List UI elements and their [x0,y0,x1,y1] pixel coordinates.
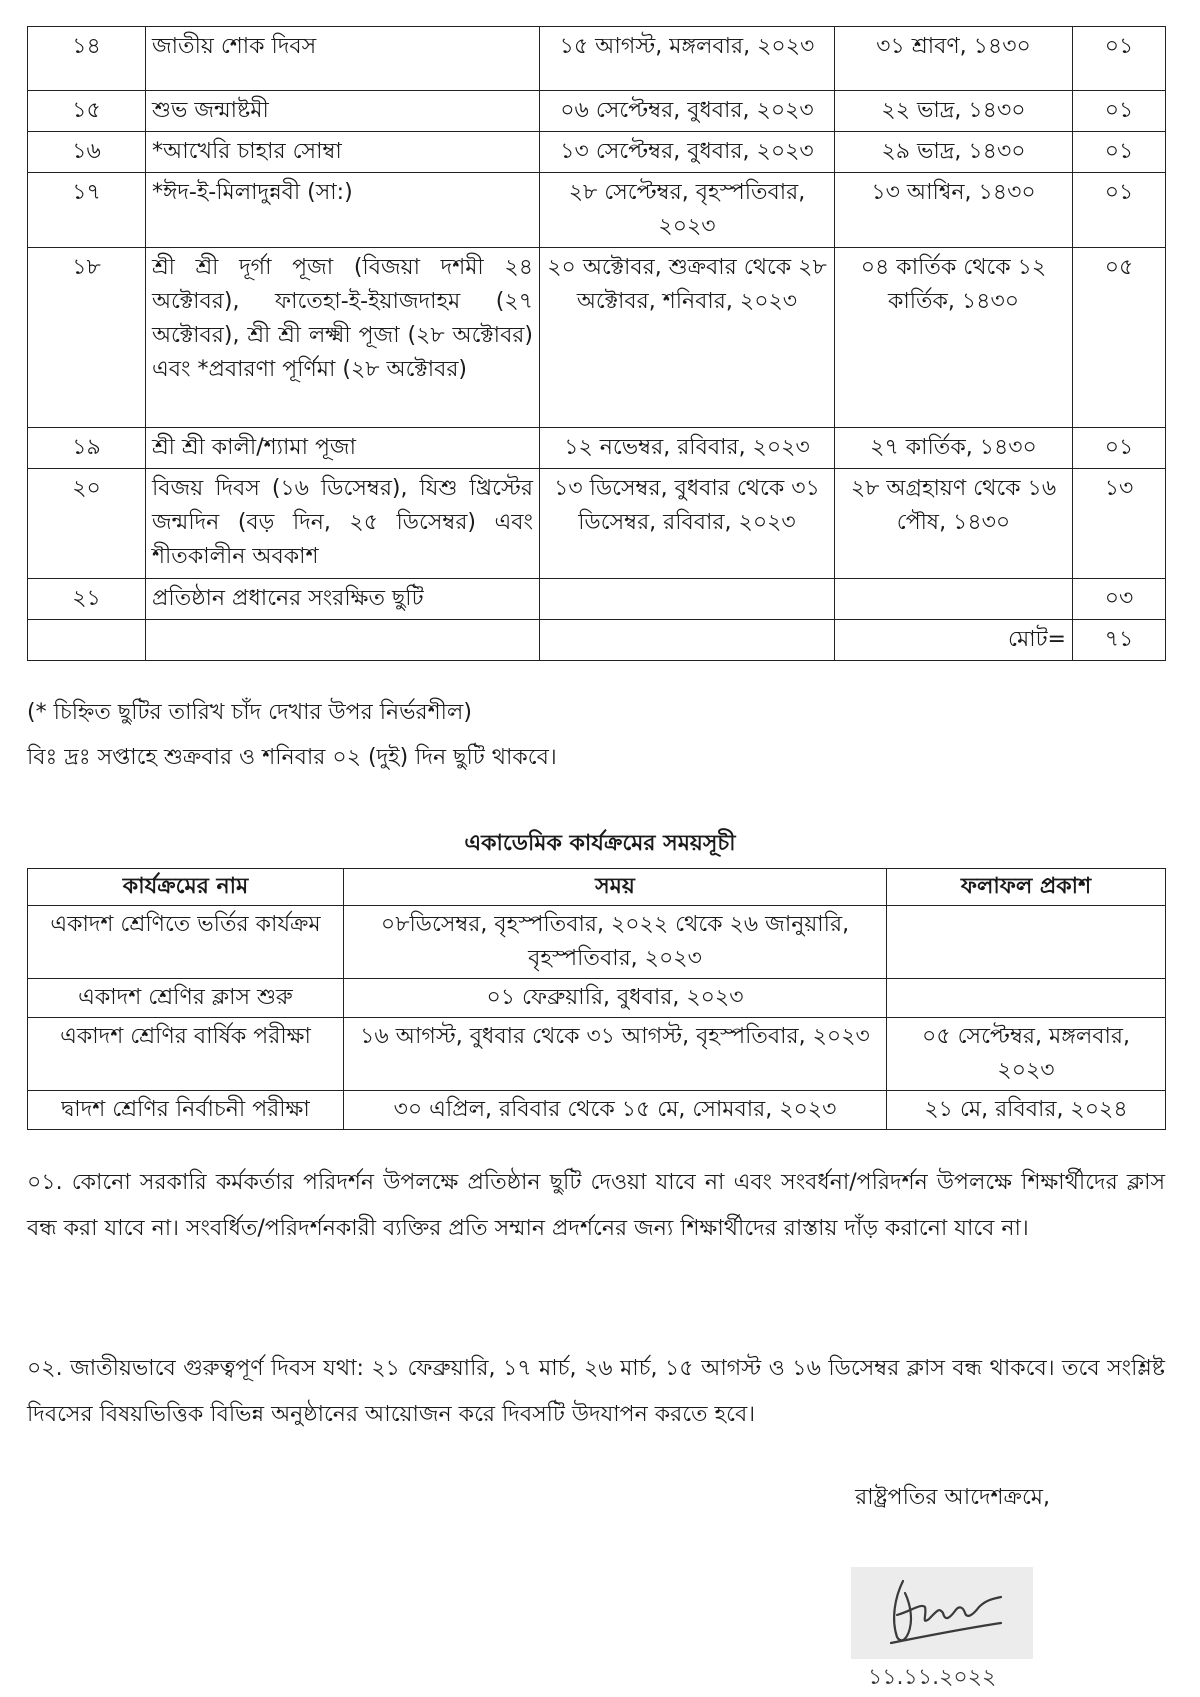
activity-result-cell: ২১ মে, রবিবার, ২০২৪ [887,1091,1166,1130]
activity-time-cell: ০৮ডিসেম্বর, বৃহস্পতিবার, ২০২২ থেকে ২৬ জানুয়ারি, বৃহস্পতিবার, ২০২৩ [344,906,887,979]
activity-result-cell: ০৫ সেপ্টেম্বর, মঙ্গলবার, ২০২৩ [887,1018,1166,1091]
table-row [28,428,1166,469]
activity-time-cell: ১৬ আগস্ট, বুধবার থেকে ৩১ আগস্ট, বৃহস্পতিবার, ২০২৩ [344,1018,887,1091]
days-cell: ০১ [1073,27,1166,91]
serial-cell: ১৬ [28,132,146,173]
date-cell [540,579,835,620]
holiday-name-cell: শ্রী শ্রী দূর্গা পূজা (বিজয়া দশমী ২৪ অক্টোবর), ফাতেহা-ই-ইয়াজদাহম (২৭ অক্টোবর), শ্রী শ্রী লক্ষ্মী পূজা (২৮ অক্টোবর) এবং *প্রবারণা পূর্ণিমা (২৮ অক্টোবর) [146,248,540,428]
date-cell: ২৮ সেপ্টেম্বর, বৃহস্পতিবার, ২০২৩ [540,173,835,248]
activity-result-cell [887,979,1166,1018]
serial-cell: ১৭ [28,173,146,248]
date-cell: ১২ নভেম্বর, রবিবার, ২০২৩ [540,428,835,469]
serial-cell: ১৪ [28,27,146,91]
total-row [28,620,1166,661]
holiday-name-cell: প্রতিষ্ঠান প্রধানের সংরক্ষিত ছুটি [146,579,540,620]
holiday-name-cell: বিজয় দিবস (১৬ ডিসেম্বর), যিশু খ্রিস্টের জন্মদিন (বড় দিন, ২৫ ডিসেম্বর) এবং শীতকালীন অবকাশ [146,469,540,579]
days-cell: ০৫ [1073,248,1166,428]
bangla-date-cell: ১৩ আশ্বিন, ১৪৩০ [835,173,1073,248]
holiday-table [27,26,1166,661]
table-row [28,469,1166,579]
empty-cell [540,620,835,661]
table-row [28,979,1166,1018]
activity-name-cell: একাদশ শ্রেণির ক্লাস শুরু [28,979,344,1018]
table-row [28,906,1166,979]
serial-cell: ১৮ [28,248,146,428]
order-line: রাষ্ট্রপতির আদেশক্রমে, [855,1485,1050,1510]
table-row [28,173,1166,248]
signature-date: ১১.১১.২০২২ [868,1665,997,1690]
activity-time-cell: ০১ ফেব্রুয়ারি, বুধবার, ২০২৩ [344,979,887,1018]
activity-name-cell: দ্বাদশ শ্রেণির নির্বাচনী পরীক্ষা [28,1091,344,1130]
table-row [28,248,1166,428]
holiday-name-cell: জাতীয় শোক দিবস [146,27,540,91]
holiday-name-cell: শ্রী শ্রী কালী/শ্যামা পূজা [146,428,540,469]
holiday-name-cell: *ঈদ-ই-মিলাদুন্নবী (সা:) [146,173,540,248]
weekly-note: বিঃ দ্রঃ সপ্তাহে শুক্রবার ও শনিবার ০২ (দুই) দিন ছুটি থাকবে। [27,745,557,770]
bangla-date-cell: ০৪ কার্তিক থেকে ১২ কার্তিক, ১৪৩০ [835,248,1073,428]
date-cell: ১৩ ডিসেম্বর, বুধবার থেকে ৩১ ডিসেম্বর, রবিবার, ২০২৩ [540,469,835,579]
serial-cell: ১৯ [28,428,146,469]
bangla-date-cell: ২৮ অগ্রহায়ণ থেকে ১৬ পৌষ, ১৪৩০ [835,469,1073,579]
days-cell: ০১ [1073,132,1166,173]
bangla-date-cell: ৩১ শ্রাবণ, ১৪৩০ [835,27,1073,91]
instruction-paragraph-2: ০২. জাতীয়ভাবে গুরুত্বপূর্ণ দিবস যথা: ২১ ফেব্রুয়ারি, ১৭ মার্চ, ২৬ মার্চ, ১৫ আগস্ট ও ১৬ ডিসেম্বর ক্লাস বন্ধ থাকবে। তবে সংশ্লিষ্ট দিবসের বিষয়ভিত্তিক বিভিন্ন অনুষ্ঠানের আয়োজন করে দিবসটি উদযাপন করতে হবে। [27,1356,1165,1427]
schedule-title: একাডেমিক কার্যক্রমের সময়সূচী [464,831,736,856]
days-cell: ০৩ [1073,579,1166,620]
moon-note: (* চিহ্নিত ছুটির তারিখ চাঁদ দেখার উপর নির্ভরশীল) [27,700,472,725]
activity-result-cell [887,906,1166,979]
holiday-name-cell: শুভ জন্মাষ্টমী [146,91,540,132]
header-time: সময় [344,869,887,906]
bangla-date-cell [835,579,1073,620]
instruction-paragraph-1: ০১. কোনো সরকারি কর্মকর্তার পরিদর্শন উপলক্ষে প্রতিষ্ঠান ছুটি দেওয়া যাবে না এবং সংবর্ধনা/পরিদর্শন উপলক্ষে শিক্ষার্থীদের ক্লাস বন্ধ করা যাবে না। সংবর্ধিত/পরিদর্শনকারী ব্যক্তির প্রতি সম্মান প্রদর্শনের জন্য শিক্ষার্থীদের রাস্তায় দাঁড় করানো যাবে না। [27,1170,1165,1241]
activity-time-cell: ৩০ এপ্রিল, রবিবার থেকে ১৫ মে, সোমবার, ২০২৩ [344,1091,887,1130]
total-label: মোট= [835,620,1073,661]
serial-cell: ২১ [28,579,146,620]
date-cell: ২০ অক্টোবর, শুক্রবার থেকে ২৮ অক্টোবর, শনিবার, ২০২৩ [540,248,835,428]
serial-cell: ১৫ [28,91,146,132]
header-result: ফলাফল প্রকাশ [887,869,1166,906]
days-cell: ১৩ [1073,469,1166,579]
date-cell: ০৬ সেপ্টেম্বর, বুধবার, ২০২৩ [540,91,835,132]
table-row [28,1091,1166,1130]
days-cell: ০১ [1073,91,1166,132]
schedule-table [27,868,1166,1130]
days-cell: ০১ [1073,428,1166,469]
date-cell: ১৩ সেপ্টেম্বর, বুধবার, ২০২৩ [540,132,835,173]
activity-name-cell: একাদশ শ্রেণির বার্ষিক পরীক্ষা [28,1018,344,1091]
bangla-date-cell: ২৭ কার্তিক, ১৪৩০ [835,428,1073,469]
table-row [28,27,1166,91]
total-value: ৭১ [1073,620,1166,661]
schedule-header-row [28,869,1166,906]
holiday-name-cell: *আখেরি চাহার সোম্বা [146,132,540,173]
empty-cell [146,620,540,661]
table-row [28,579,1166,620]
table-row [28,132,1166,173]
date-cell: ১৫ আগস্ট, মঙ্গলবার, ২০২৩ [540,27,835,91]
signature-image [851,1567,1033,1659]
activity-name-cell: একাদশ শ্রেণিতে ভর্তির কার্যক্রম [28,906,344,979]
signature-scribble [851,1567,1033,1659]
bangla-date-cell: ২৯ ভাদ্র, ১৪৩০ [835,132,1073,173]
table-row [28,91,1166,132]
empty-cell [28,620,146,661]
serial-cell: ২০ [28,469,146,579]
header-activity-name: কার্যক্রমের নাম [28,869,344,906]
table-row [28,1018,1166,1091]
days-cell: ০১ [1073,173,1166,248]
bangla-date-cell: ২২ ভাদ্র, ১৪৩০ [835,91,1073,132]
